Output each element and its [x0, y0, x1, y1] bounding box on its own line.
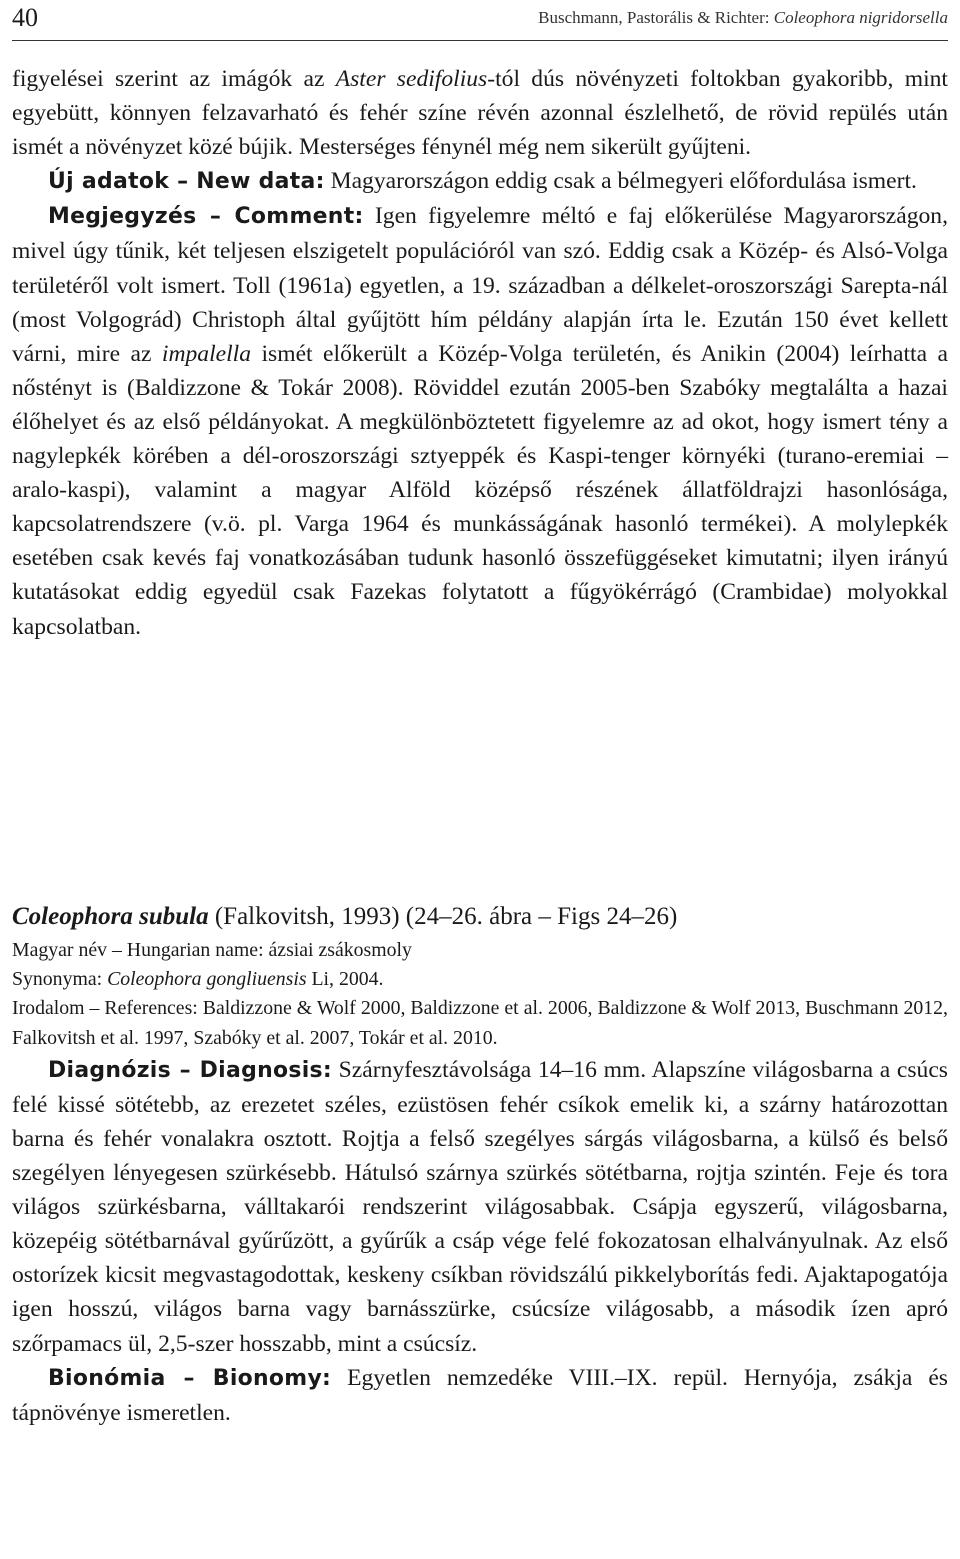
bionomy-heading: Bionómia – Bionomy:: [48, 1365, 332, 1391]
species-italic: Aster sedifolius: [335, 66, 488, 92]
hungarian-name: Magyar név – Hungarian name: ázsiai zsákosmoly: [12, 939, 412, 961]
text-run: Synonyma:: [12, 968, 108, 991]
references-line: Irodalom – References: Baldizzone & Wolf 2000, Baldizzone et al. 2006, Baldizzone & Wolf 2013, Buschmann 2012, Falkovitsh et al. 1997, Szabóky et al. 2007, Tokár et al. 2010.: [12, 997, 948, 1049]
document-page: [12, 0, 948, 1426]
paragraph-observations: [12, 62, 948, 164]
text-run: figyelései szerint az imágók az: [12, 66, 336, 92]
page-number: 40: [12, 3, 38, 32]
text-run: Magyarországon eddig csak a bélmegyeri előfordulása ismert.: [324, 168, 917, 195]
running-head-authors: Buschmann, Pastorális & Richter:: [538, 8, 774, 27]
comment-heading: Megjegyzés – Comment:: [48, 204, 364, 230]
species-title: [12, 898, 948, 936]
running-head: [538, 6, 948, 30]
new-data-heading: Új adatok – New data:: [48, 169, 325, 195]
text-run: Igen figyelemre méltó e faj előkerülése Magyarországon, mivel úgy tűnik, két teljesen elszigetelt populációról van szó. Eddig csak a Közép- és Alsó-Volga területéről volt ismert. Toll (1961a) egyetlen, a 19. században a délkelet-oroszországi Sarepta-nál (most Volgográd) Christoph által gyűjtött hím példány alapján írta le. Ezután 150 évet kellett várni, mire az: [12, 203, 948, 367]
species-italic: Coleophora gongliuensis: [107, 968, 307, 991]
species-name: Coleophora subula: [12, 903, 209, 930]
text-run: Egyetlen nemzedéke VIII.–IX. repül. Hernyója, zsákja és tápnövénye ismeretlen.: [12, 1364, 948, 1426]
synonym-line: [12, 965, 948, 994]
species-italic: impalella: [161, 340, 252, 367]
text-run: -tól dús növényzeti foltokban gyakoribb, mint egyebütt, könnyen felzavarható és fehér színe révén azonnal észlelhető, de rövid repülés után ismét a növényzet közé bújik. Mesterséges fénynél még nem sikerült gyűjteni.: [12, 66, 948, 161]
species-section: [12, 898, 948, 1430]
text-run: Li, 2004.: [306, 968, 384, 991]
diagnosis-heading: Diagnózis – Diagnosis:: [48, 1057, 332, 1083]
text-run: Szárnyfesztávolsága 14–16 mm. Alapszíne világosbarna a csúcs felé kissé sötétebb, az erezetet széles, ezüstösen fehér csíkok emelik ki, a szárny határozottan barna és fehér vonalakra osztott. Rojtja a felső szegélyes sárgás világosbarna, a külső és belső szegélyen lényegesen szürkésebb. Hátulsó szárnya szürkés sötétbarna, rojtja szintén. Feje és tora világos szürkésbarna, válltakarói rendszerint világosabbak. Csápja egyszerű, világosbarna, közepéig sötétbarnával gyűrűzött, a gyűrűk a csáp vége felé fokozatosan elhalványulnak. Az első ostorízek kicsit megvastagodottak, keskeny csíkban rövidszálú pikkelyborítás fedi. Ajaktapogatója igen hosszú, világos barna vagy barnásszürke, csúcsíze világosabb, a második ízen apró szőrpamacs ül, 2,5-szer hosszabb, mint a csúcsíz.: [12, 1056, 948, 1357]
paragraph-bionomy: [12, 1361, 948, 1430]
page-header: [12, 0, 948, 41]
species-authority: (Falkovitsh, 1993) (24–26. ábra – Figs 24–26): [208, 903, 678, 930]
intro-section: [12, 62, 948, 644]
text-run: ismét előkerült a Közép-Volga területén, és Anikin (2004) leírhatta a nőstényt is (Baldizzone & Tokár 2008). Röviddel ezután 2005-ben Szabóky megtalálta a hazai élőhelyet és az első példányokat. A megkülönböztetett figyelemre az ad okot, hogy ismert tény a nagylepkék körében a dél-oroszországi sztyeppék és Kaspi-tenger környéki (turano-eremiai – aralo-kaspi), valamint a magyar Alföld középső részének állatföldrajzi hasonlósága, kapcsolatrendszere (v.ö. pl. Varga 1964 és munkásságának hasonló termékei). A molylepkék esetében csak kevés faj vonatkozásában tudunk hasonló összefüggéseket kimutatni; ilyen irányú kutatásokat eddig egyedül csak Fazekas folytatott a fűgyökérrágó (Crambidae) molyokkal kapcsolatban.: [12, 340, 948, 640]
paragraph-new-data: [12, 164, 948, 199]
paragraph-diagnosis: [12, 1053, 948, 1361]
running-head-title: Coleophora nigridorsella: [773, 8, 948, 27]
paragraph-comment: [12, 199, 948, 643]
